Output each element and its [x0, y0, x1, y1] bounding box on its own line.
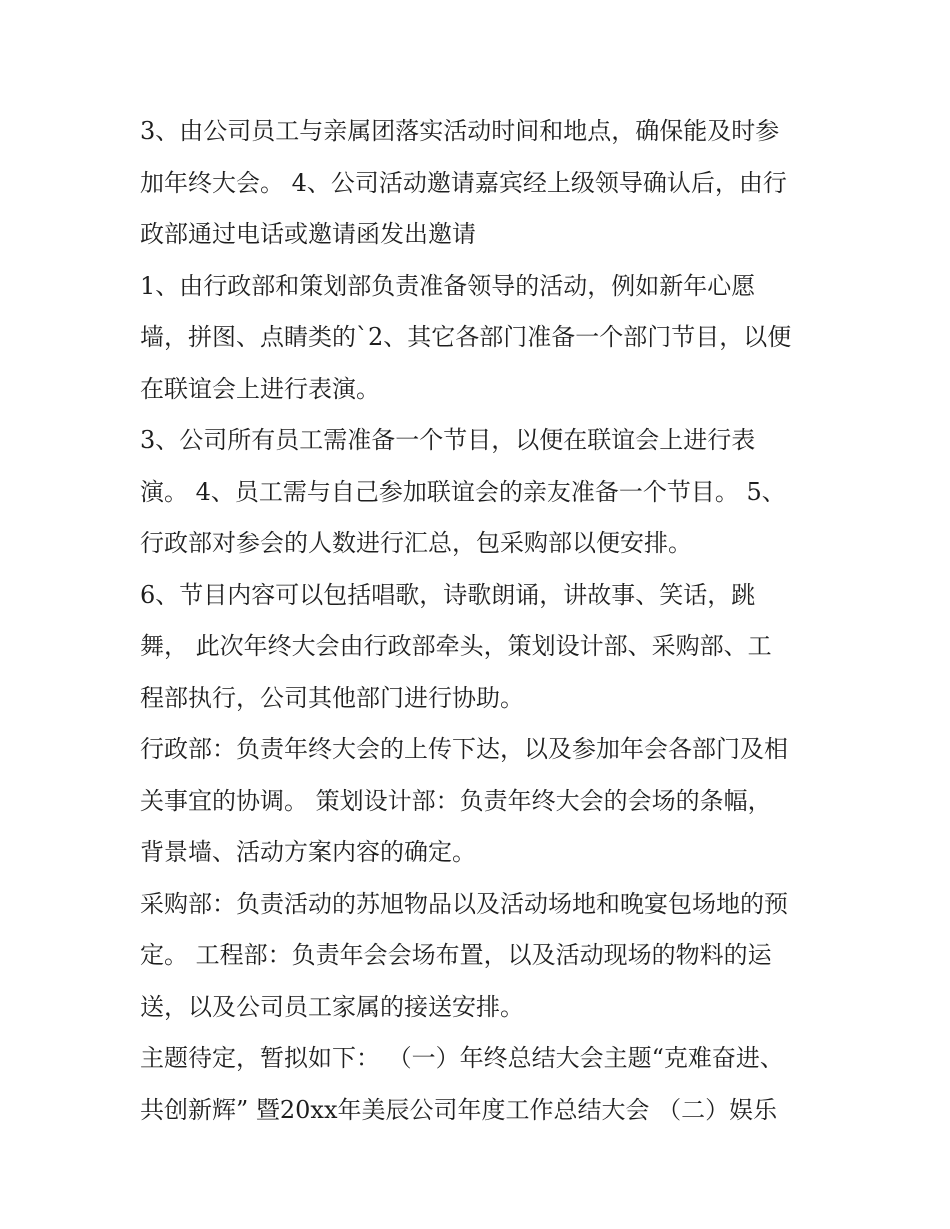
- text-line: 3、公司所有员工需准备一个节目，以便在联谊会上进行表: [140, 426, 756, 454]
- text-line: 舞， 此次年终大会由行政部牵头，策划设计部、采购部、工: [140, 632, 772, 660]
- text-line: 行政部对参会的人数进行汇总，包采购部以便安排。: [140, 529, 692, 557]
- text-line: 主题待定，暂拟如下： （一）年终总结大会主题“克难奋进、: [140, 1044, 784, 1072]
- paragraph-4: [140, 570, 830, 725]
- text-line: 采购部：负责活动的苏旭物品以及活动场地和晚宴包场地的预: [140, 889, 788, 918]
- text-line: 演。 4、员工需与自己参加联谊会的亲友准备一个节目。 5、: [140, 477, 786, 506]
- paragraph-1: [140, 106, 830, 261]
- paragraph-3: [140, 415, 830, 570]
- text-line: 行政部：负责年终大会的上传下达，以及参加年会各部门及相: [140, 735, 788, 763]
- paragraph-2: [140, 261, 830, 416]
- paragraph-7: [140, 1033, 830, 1136]
- text-line: 在联谊会上进行表演。: [140, 374, 380, 403]
- text-line: 6、节目内容可以包括唱歌，诗歌朗诵，讲故事、笑话，跳: [140, 580, 756, 609]
- text-line: 定。 工程部：负责年会会场布置，以及活动现场的物料的运: [140, 941, 772, 969]
- text-line: 1、由行政部和策划部负责准备领导的活动，例如新年心愿: [140, 271, 756, 300]
- text-line: 墙，拼图、点睛类的`2、其它各部门准备一个部门节目，以便: [140, 323, 792, 351]
- document-body: [140, 106, 830, 1136]
- text-line: 加年终大会。 4、公司活动邀请嘉宾经上级领导确认后，由行: [140, 168, 787, 197]
- text-line: 共创新辉” 暨20xx年美辰公司年度工作总结大会 （二）娱乐: [140, 1095, 778, 1124]
- paragraph-5: [140, 724, 830, 879]
- text-line: 程部执行，公司其他部门进行协助。: [140, 683, 524, 712]
- paragraph-6: [140, 879, 830, 1034]
- text-line: 政部通过电话或邀请函发出邀请: [140, 220, 476, 248]
- text-line: 关事宜的协调。 策划设计部：负责年终大会的会场的条幅，: [140, 786, 772, 815]
- text-line: 背景墙、活动方案内容的确定。: [140, 838, 476, 866]
- text-line: 送，以及公司员工家属的接送安排。: [140, 992, 524, 1021]
- text-line: 3、由公司员工与亲属团落实活动时间和地点，确保能及时参: [140, 117, 780, 145]
